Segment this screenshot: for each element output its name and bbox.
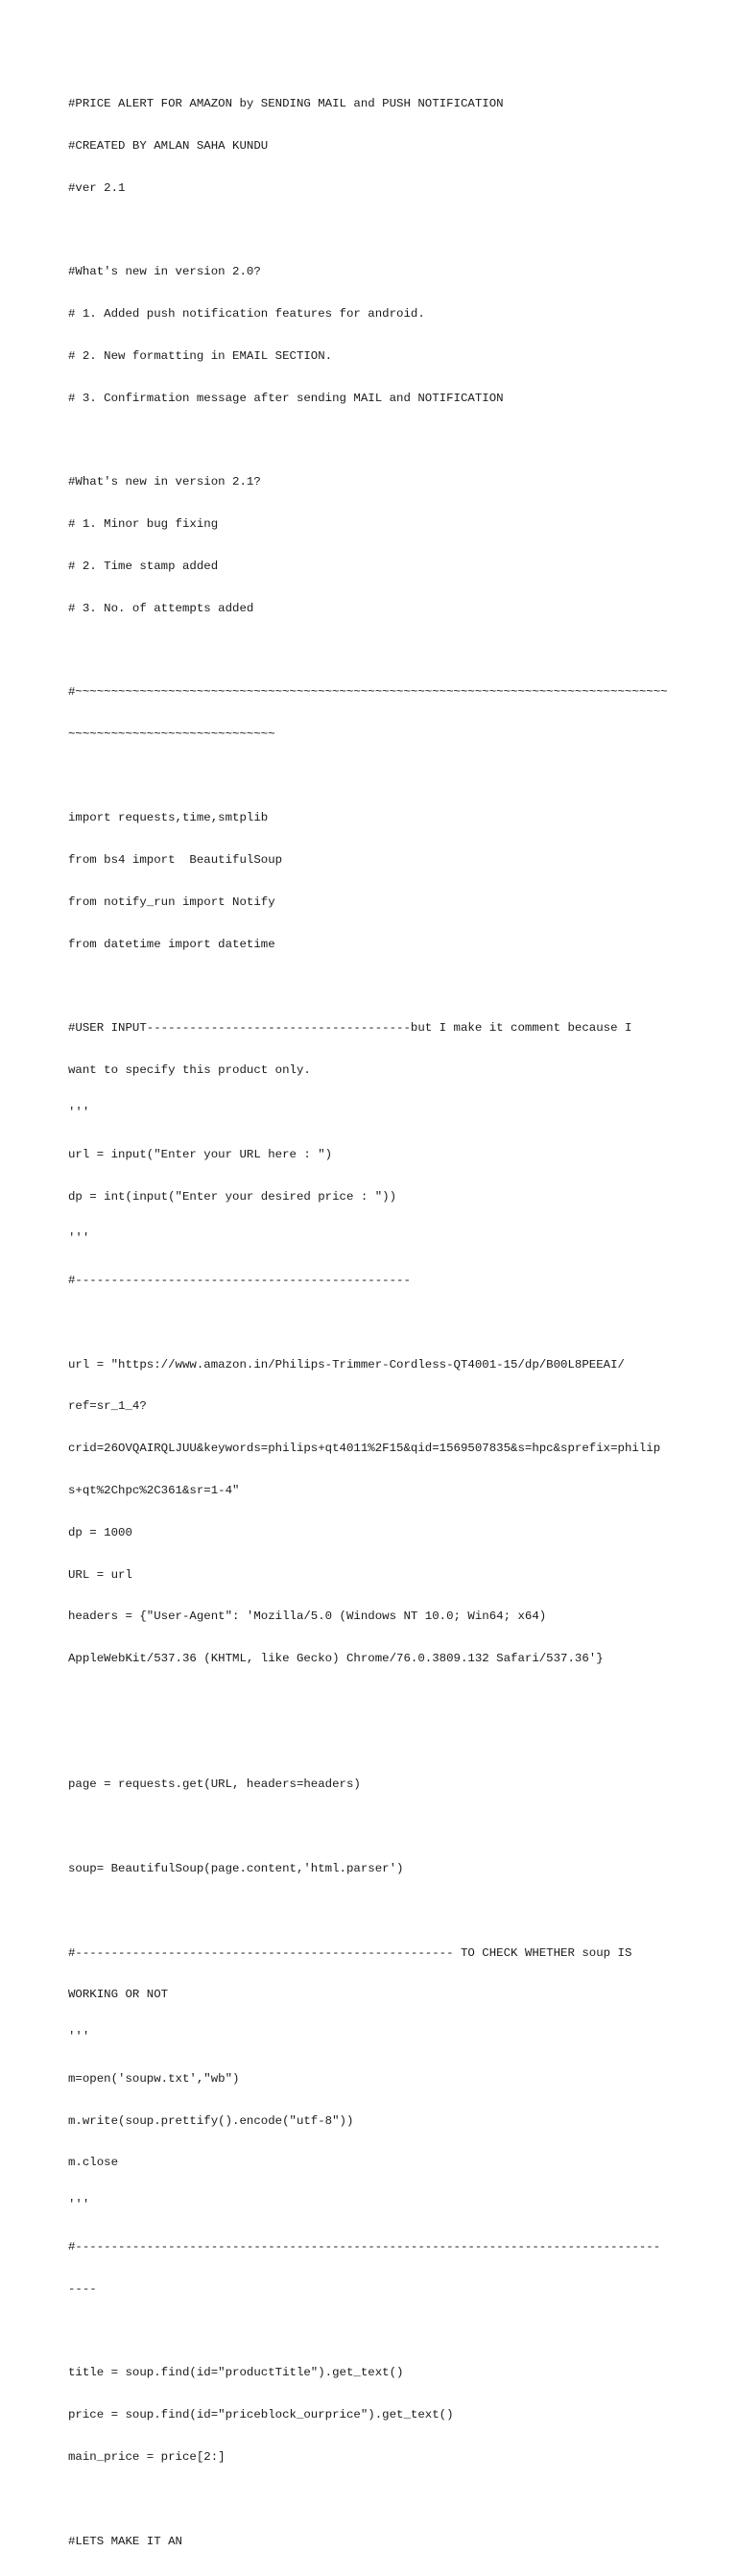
code-line: #LETS MAKE IT AN xyxy=(68,2534,182,2548)
code-line: soup= BeautifulSoup(page.content,'html.parser') xyxy=(68,1862,404,1875)
code-line: URL = url xyxy=(68,1567,132,1582)
code-line: import requests,time,smtplib xyxy=(68,811,269,825)
code-line: page = requests.get(URL, headers=headers) xyxy=(68,1777,361,1792)
code-line: ref=sr_1_4? xyxy=(68,1399,147,1414)
code-line xyxy=(68,2325,682,2339)
code-line: #What's new in version 2.1? xyxy=(68,475,261,489)
code-line xyxy=(68,1316,682,1330)
code-line: # 2. Time stamp added xyxy=(68,559,219,573)
code-line xyxy=(68,2493,682,2507)
code-line xyxy=(68,980,682,994)
code-line: headers = {"User-Agent": 'Mozilla/5.0 (Windows NT 10.0; Win64; x64) xyxy=(68,1610,547,1624)
code-line: dp = 1000 xyxy=(68,1525,132,1539)
code-line: ''' xyxy=(68,2198,90,2212)
code-line: #----------------------------------------------- xyxy=(68,1274,411,1288)
code-line xyxy=(68,1694,682,1708)
code-line: # 2. New formatting in EMAIL SECTION. xyxy=(68,348,333,363)
code-line: #----------------------------------------------------- TO CHECK WHETHER soup IS xyxy=(68,1945,632,1960)
code-line: #~~~~~~~~~~~~~~~~~~~~~~~~~~~~~~~~~~~~~~~~~~~~~~~~~~~~~~~~~~~~~~~~~~~~~~~~~~~~~~~~~~~ xyxy=(68,685,668,700)
code-line xyxy=(68,1904,682,1919)
code-line: ''' xyxy=(68,1105,90,1119)
code-line: s+qt%2Chpc%2C361&sr=1-4" xyxy=(68,1483,240,1497)
code-line: m.close xyxy=(68,2156,119,2170)
code-line: crid=26OVQAIRQLJUU&keywords=philips+qt4011%2F15&qid=1569507835&s=hpc&sprefix=philip xyxy=(68,1442,661,1456)
code-line: from datetime import datetime xyxy=(68,937,275,951)
code-line: #What's new in version 2.0? xyxy=(68,265,261,279)
code-line: price = soup.find(id="priceblock_ourprice").get_text() xyxy=(68,2408,454,2422)
code-line xyxy=(68,1820,682,1834)
code-line xyxy=(68,643,682,657)
code-line: from bs4 import BeautifulSoup xyxy=(68,853,283,868)
code-line: #---------------------------------------------------------------------------------- xyxy=(68,2240,661,2254)
code-line: # 3. Confirmation message after sending MAIL and NOTIFICATION xyxy=(68,391,504,405)
code-line xyxy=(68,1736,682,1751)
code-line: main_price = price[2:] xyxy=(68,2449,226,2464)
code-line: from notify_run import Notify xyxy=(68,895,275,910)
code-line: # 1. Minor bug fixing xyxy=(68,517,219,531)
code-line: url = input("Enter your URL here : ") xyxy=(68,1147,333,1161)
code-line: m=open('soupw.txt',"wb") xyxy=(68,2071,240,2086)
code-line xyxy=(68,224,682,238)
code-line: title = soup.find(id="productTitle").get_text() xyxy=(68,2366,404,2380)
code-line: #USER INPUT-------------------------------------but I make it comment because I xyxy=(68,1021,632,1036)
code-line: dp = int(input("Enter your desired price : ")) xyxy=(68,1189,397,1204)
code-line xyxy=(68,770,682,784)
code-line: #CREATED BY AMLAN SAHA KUNDU xyxy=(68,138,269,153)
code-line: want to specify this product only. xyxy=(68,1063,311,1078)
code-line: ''' xyxy=(68,1231,90,1246)
code-line: ''' xyxy=(68,2030,90,2044)
code-line: #ver 2.1 xyxy=(68,180,126,195)
code-line: WORKING OR NOT xyxy=(68,1988,169,2002)
code-line: #PRICE ALERT FOR AMAZON by SENDING MAIL and PUSH NOTIFICATION xyxy=(68,97,504,111)
code-listing xyxy=(68,69,682,2576)
code-line xyxy=(68,433,682,447)
code-line: ~~~~~~~~~~~~~~~~~~~~~~~~~~~~~ xyxy=(68,727,275,741)
code-line: # 1. Added push notification features for android. xyxy=(68,307,425,322)
code-line: url = "https://www.amazon.in/Philips-Trimmer-Cordless-QT4001-15/dp/B00L8PEEAI/ xyxy=(68,1357,625,1371)
code-line: # 3. No. of attempts added xyxy=(68,601,254,615)
code-line: m.write(soup.prettify().encode("utf-8")) xyxy=(68,2113,354,2128)
code-line: AppleWebKit/537.36 (KHTML, like Gecko) Chrome/76.0.3809.132 Safari/537.36'} xyxy=(68,1652,604,1666)
code-line: ---- xyxy=(68,2281,97,2296)
